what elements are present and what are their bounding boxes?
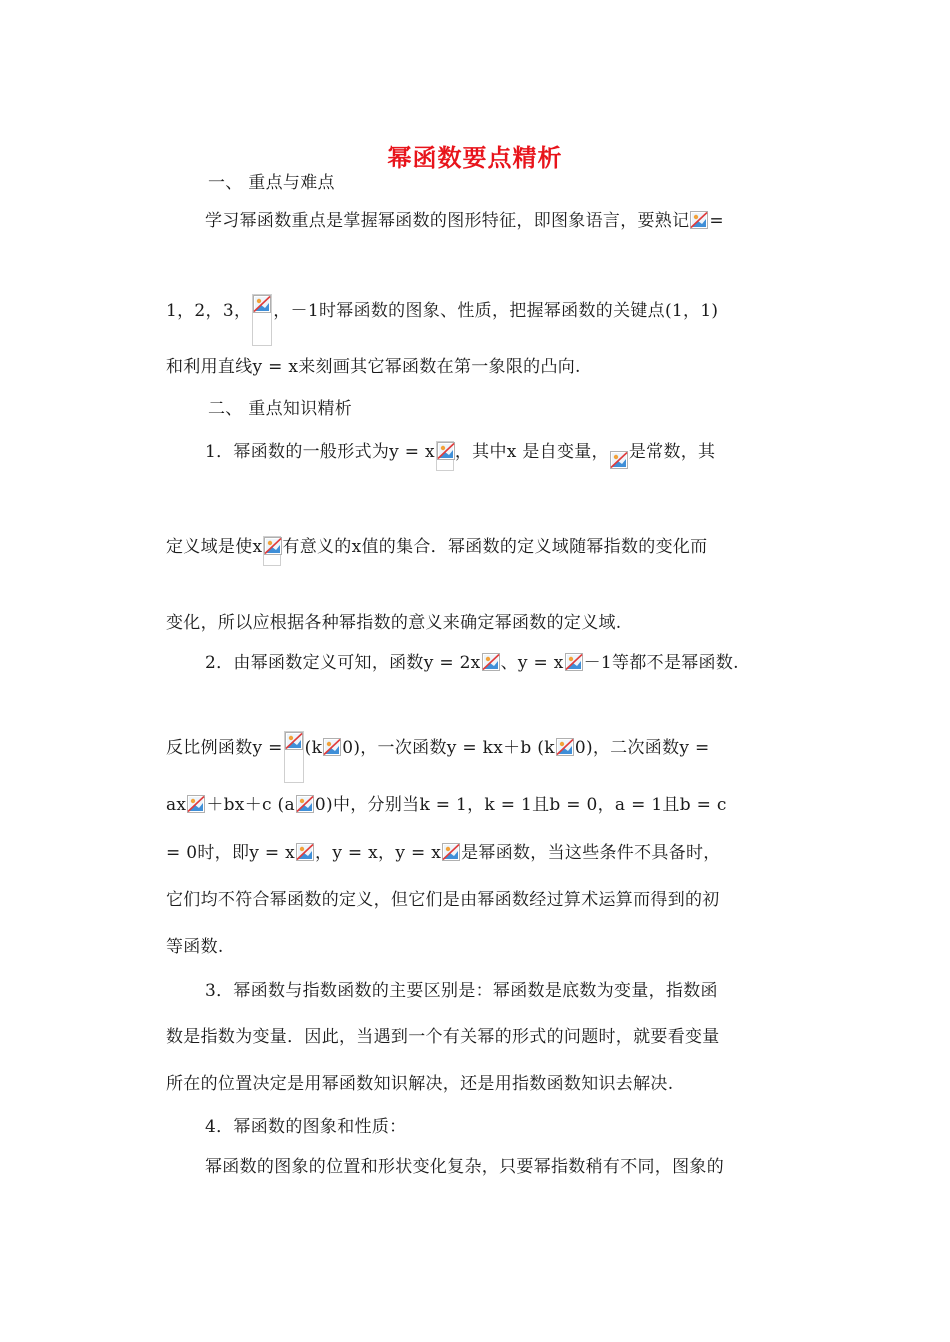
text: 0)中，分别当k = 1，k = 1且b = 0，a = 1且b = c xyxy=(314,795,727,815)
text: 反比例函数y = xyxy=(166,738,283,758)
paragraph-line: 所在的位置决定是用幂函数知识解决，还是用指数函数知识去解决. xyxy=(166,1074,674,1094)
paragraph-line xyxy=(166,294,718,346)
broken-image-icon xyxy=(296,795,314,813)
text: 定义域是使x xyxy=(166,537,263,557)
broken-image-icon xyxy=(187,795,205,813)
text: ，y = x，y = x xyxy=(315,843,442,863)
paragraph-line xyxy=(205,651,739,675)
text: 2．由幂函数定义可知，函数y = 2x xyxy=(205,653,481,673)
text: ，其中x 是自变量， xyxy=(454,442,609,462)
paragraph-line xyxy=(205,209,724,233)
text: ＋bx＋c (a xyxy=(206,795,295,815)
text: 学习幂函数重点是掌握幂函数的图形特征，即图象语言，要熟记 xyxy=(205,211,690,231)
paragraph-line xyxy=(205,440,715,471)
paragraph-line: 数是指数为变量．因此，当遇到一个有关幂的形式的问题时，就要看变量 xyxy=(166,1027,720,1047)
paragraph-line: 它们均不符合幂函数的定义，但它们是由幂函数经过算术运算而得到的初 xyxy=(166,890,720,910)
text: = 0时，即y = x xyxy=(166,843,296,863)
paragraph-line: 3．幂函数与指数函数的主要区别是：幂函数是底数为变量，指数函 xyxy=(205,981,718,1001)
text: 0)，二次函数y = xyxy=(574,738,710,758)
text: = xyxy=(709,211,724,231)
text: 是常数，其 xyxy=(628,442,716,462)
text: 1．幂函数的一般形式为y = x xyxy=(205,442,435,462)
broken-image-icon xyxy=(252,294,272,346)
broken-image-icon xyxy=(610,451,628,469)
paragraph-line: 和利用直线y = x来刻画其它幂函数在第一象限的凸向. xyxy=(166,357,581,377)
broken-image-icon xyxy=(263,536,281,566)
text: －1等都不是幂函数. xyxy=(583,653,739,673)
text: 有意义的x值的集合．幂函数的定义域随幂指数的变化而 xyxy=(282,537,708,557)
broken-image-icon xyxy=(436,441,454,471)
section-heading-2: 二、 重点知识精析 xyxy=(208,399,353,419)
paragraph-line: 4．幂函数的图象和性质： xyxy=(205,1117,407,1137)
paragraph-line xyxy=(166,841,721,865)
paragraph-line xyxy=(166,731,710,783)
broken-image-icon xyxy=(284,731,304,783)
broken-image-icon xyxy=(556,738,574,756)
paragraph-line xyxy=(166,793,727,817)
text: ax xyxy=(166,795,187,815)
document-title: 幂函数要点精析 xyxy=(387,143,563,172)
paragraph-line: 等函数. xyxy=(166,937,224,957)
paragraph-line xyxy=(166,535,707,566)
text: 1，2，3， xyxy=(166,301,252,321)
text: ，－1时幂函数的图象、性质，把握幂函数的关键点(1，1) xyxy=(273,301,719,321)
text: 0)，一次函数y = kx＋b (k xyxy=(342,738,555,758)
paragraph-line: 变化，所以应根据各种幂指数的意义来确定幂函数的定义域. xyxy=(166,613,622,633)
text: 是幂函数，当这些条件不具备时， xyxy=(461,843,721,863)
broken-image-icon xyxy=(565,653,583,671)
section-heading-1: 一、 重点与难点 xyxy=(208,173,335,193)
text: (k xyxy=(304,738,323,758)
paragraph-line: 幂函数的图象的位置和形状变化复杂，只要幂指数稍有不同，图象的 xyxy=(205,1157,724,1177)
broken-image-icon xyxy=(442,843,460,861)
broken-image-icon xyxy=(323,738,341,756)
broken-image-icon xyxy=(690,211,708,229)
text: 、y = x xyxy=(500,653,564,673)
broken-image-icon xyxy=(296,843,314,861)
broken-image-icon xyxy=(482,653,500,671)
